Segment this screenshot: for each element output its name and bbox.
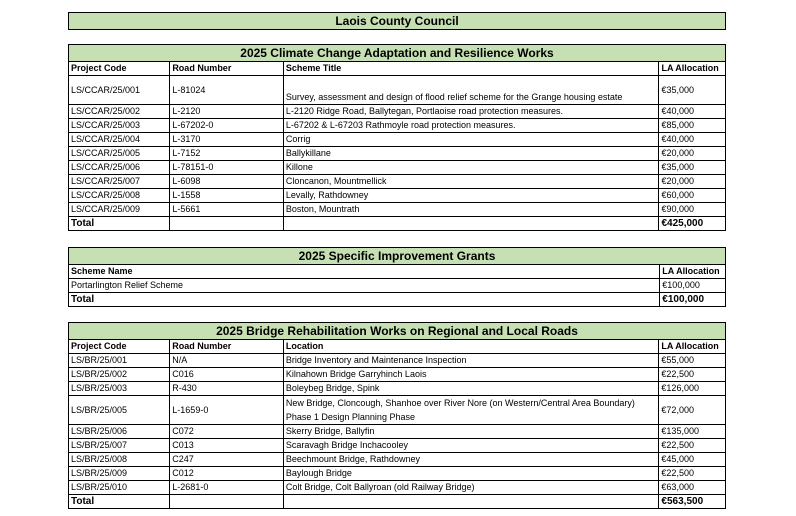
column-header-scheme-title: Scheme Title [283,62,659,76]
column-header-road-number: Road Number [170,62,284,76]
sig-table [68,247,726,307]
project-code: LS/BR/25/006 [69,425,170,439]
location: Baylough Bridge [283,467,659,481]
road-number: L-2120 [170,105,284,119]
la-allocation: €135,000 [659,425,726,439]
location: Bridge Inventory and Maintenance Inspection [283,354,659,368]
table-row [69,481,726,495]
scheme-title: L-2120 Ridge Road, Ballytegan, Portlaoise road protection measures. [283,105,659,119]
sig-header-row [69,265,726,279]
column-header-project-code: Project Code [69,340,170,354]
road-number: L-78151-0 [170,161,284,175]
column-header-location: Location [283,340,659,354]
table-row [69,439,726,453]
la-allocation: €35,000 [659,161,726,175]
location: Boleybeg Bridge, Spink [283,382,659,396]
road-number: L-1558 [170,189,284,203]
la-allocation: €72,000 [659,396,726,425]
table-row [69,175,726,189]
column-header-la-allocation: LA Allocation [659,62,726,76]
table-row [69,133,726,147]
location: Scaravagh Bridge Inchacooley [283,439,659,453]
location: Colt Bridge, Colt Ballyroan (old Railway Bridge) [283,481,659,495]
la-allocation: €40,000 [659,105,726,119]
scheme-title: Levally, Rathdowney [283,189,659,203]
column-header-project-code: Project Code [69,62,170,76]
road-number: L-7152 [170,147,284,161]
project-code: LS/CCAR/25/007 [69,175,170,189]
table-row [69,368,726,382]
la-allocation: €20,000 [659,175,726,189]
project-code: LS/CCAR/25/009 [69,203,170,217]
bridge-section [68,322,726,509]
total-label: Total [69,293,660,307]
project-code: LS/CCAR/25/005 [69,147,170,161]
scheme-title: L-67202 & L-67203 Rathmoyle road protection measures. [283,119,659,133]
la-allocation: €22,500 [659,467,726,481]
bridge-table [68,322,726,509]
road-number: L-5661 [170,203,284,217]
total-label: Total [69,217,170,231]
total-amount: €563,500 [659,495,726,509]
project-code: LS/BR/25/010 [69,481,170,495]
ccar-table [68,44,726,231]
total-amount: €425,000 [659,217,726,231]
table-row [69,396,726,425]
scheme-title: Corrig [283,133,659,147]
column-header-road-number: Road Number [170,340,284,354]
table-row [69,119,726,133]
scheme-title: Killone [283,161,659,175]
table-row [69,382,726,396]
scheme-title: Boston, Mountrath [283,203,659,217]
table-row [69,189,726,203]
sig-section [68,247,726,307]
empty-cell [170,217,284,231]
document-title-block [68,12,726,30]
scheme-title: Ballykillane [283,147,659,161]
project-code: LS/CCAR/25/002 [69,105,170,119]
total-amount: €100,000 [660,293,726,307]
column-header-la-allocation: LA Allocation [659,340,726,354]
la-allocation: €20,000 [659,147,726,161]
empty-cell [283,217,659,231]
table-row [69,279,726,293]
project-code: LS/BR/25/001 [69,354,170,368]
project-code: LS/CCAR/25/004 [69,133,170,147]
column-header-scheme-name: Scheme Name [69,265,660,279]
document-title: Laois County Council [68,12,726,30]
project-code: LS/BR/25/008 [69,453,170,467]
road-number: N/A [170,354,284,368]
la-allocation: €45,000 [659,453,726,467]
la-allocation: €100,000 [660,279,726,293]
total-row [69,217,726,231]
location: Kilnahown Bridge Garryhinch Laois [283,368,659,382]
la-allocation: €22,500 [659,439,726,453]
road-number: L-81024 [170,76,284,105]
project-code: LS/CCAR/25/001 [69,76,170,105]
road-number: R-430 [170,382,284,396]
project-code: LS/BR/25/002 [69,368,170,382]
total-row [69,293,726,307]
table-row [69,203,726,217]
sig-title: 2025 Specific Improvement Grants [69,248,726,265]
scheme-title: Survey, assessment and design of flood relief scheme for the Grange housing estate [283,76,659,105]
road-number: C016 [170,368,284,382]
la-allocation: €40,000 [659,133,726,147]
ccar-header-row [69,62,726,76]
table-row [69,161,726,175]
ccar-title: 2025 Climate Change Adaptation and Resilience Works [69,45,726,62]
bridge-header-row [69,340,726,354]
location: New Bridge, Cloncough, Shanhoe over River Nore (on Western/Central Area Boundary) Phase 1 Design Planning Phase [283,396,659,425]
empty-cell [283,495,659,509]
table-row [69,453,726,467]
table-row [69,467,726,481]
scheme-title: Cloncanon, Mountmellick [283,175,659,189]
table-row [69,354,726,368]
project-code: LS/BR/25/007 [69,439,170,453]
project-code: LS/BR/25/009 [69,467,170,481]
bridge-title: 2025 Bridge Rehabilitation Works on Regional and Local Roads [69,323,726,340]
location: Skerry Bridge, Ballyfin [283,425,659,439]
road-number: C247 [170,453,284,467]
project-code: LS/BR/25/003 [69,382,170,396]
project-code: LS/CCAR/25/006 [69,161,170,175]
road-number: C072 [170,425,284,439]
la-allocation: €90,000 [659,203,726,217]
project-code: LS/CCAR/25/008 [69,189,170,203]
road-number: L-2681-0 [170,481,284,495]
project-code: LS/CCAR/25/003 [69,119,170,133]
total-label: Total [69,495,170,509]
la-allocation: €22,500 [659,368,726,382]
table-row [69,76,726,105]
project-code: LS/BR/25/005 [69,396,170,425]
road-number: L-67202-0 [170,119,284,133]
la-allocation: €60,000 [659,189,726,203]
empty-cell [170,495,284,509]
road-number: C013 [170,439,284,453]
la-allocation: €63,000 [659,481,726,495]
la-allocation: €85,000 [659,119,726,133]
column-header-la-allocation: LA Allocation [660,265,726,279]
la-allocation: €35,000 [659,76,726,105]
road-number: C012 [170,467,284,481]
table-row [69,425,726,439]
la-allocation: €126,000 [659,382,726,396]
ccar-section [68,44,726,231]
total-row [69,495,726,509]
road-number: L-1659-0 [170,396,284,425]
location: Beechmount Bridge, Rathdowney [283,453,659,467]
scheme-name: Portarlington Relief Scheme [69,279,660,293]
table-row [69,105,726,119]
la-allocation: €55,000 [659,354,726,368]
road-number: L-6098 [170,175,284,189]
table-row [69,147,726,161]
road-number: L-3170 [170,133,284,147]
